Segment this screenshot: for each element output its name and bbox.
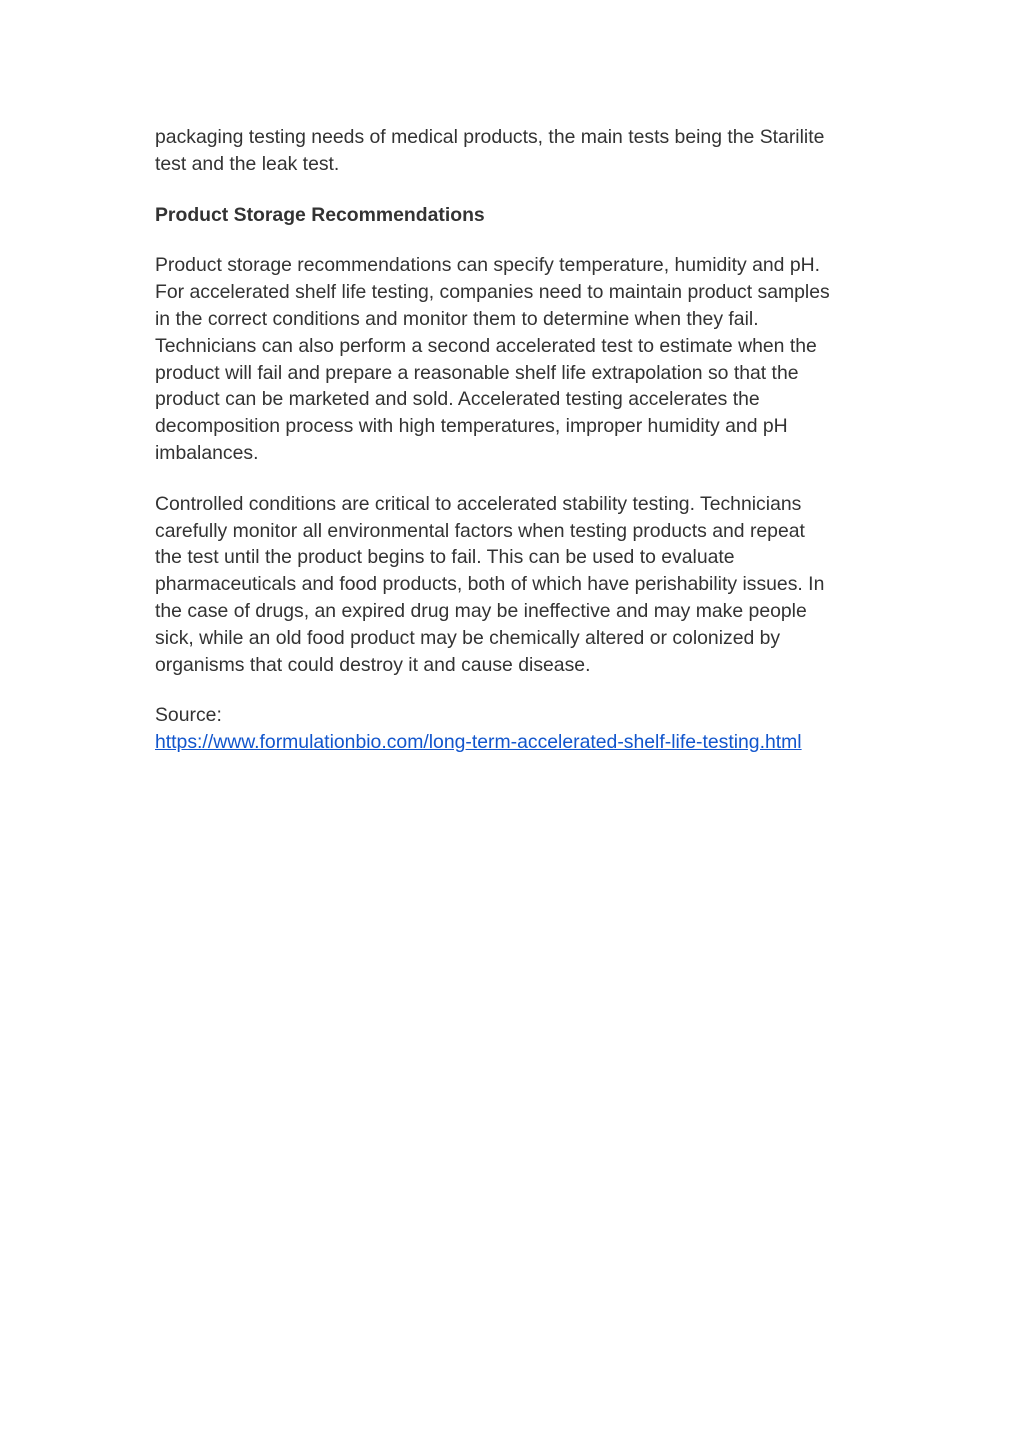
storage-paragraph [155,252,885,466]
text-line: Technicians can also perform a second accelerated test to estimate when the [155,334,817,357]
controlled-conditions-paragraph [155,491,885,679]
text-line: Product storage recommendations can specify temperature, humidity and pH. [155,254,821,277]
text-line: decomposition process with high temperatures, improper humidity and pH [155,415,788,438]
source-block [155,702,885,756]
text-line: the case of drugs, an expired drug may be ineffective and may make people [155,599,807,622]
source-line [155,729,885,756]
text-line: pharmaceuticals and food products, both of which have perishability issues. In [155,573,825,596]
text-line: For accelerated shelf life testing, companies need to maintain product samples [155,281,830,304]
text-line: organisms that could destroy it and cause disease. [155,653,591,676]
text-line: imbalances. [155,441,259,464]
intro-paragraph [155,124,885,178]
text-line: product can be marketed and sold. Accelerated testing accelerates the [155,388,760,411]
text-line: in the correct conditions and monitor them to determine when they fail. [155,307,759,330]
text-line: product will fail and prepare a reasonable shelf life extrapolation so that the [155,361,799,384]
text-line: carefully monitor all environmental factors when testing products and repeat [155,519,805,542]
source-link[interactable]: https://www.formulationbio.com/long-term-accelerated-shelf-life-testing.html [155,731,802,754]
text-line: Controlled conditions are critical to accelerated stability testing. Technicians [155,492,802,515]
document-page [155,124,885,780]
text-line: packaging testing needs of medical products, the main tests being the Starilite [155,126,825,148]
text-line: the test until the product begins to fail. This can be used to evaluate [155,546,735,569]
text-line: sick, while an old food product may be chemically altered or colonized by [155,626,781,649]
source-label: Source: [155,704,222,727]
text-line: test and the leak test. [155,152,340,175]
section-heading: Product Storage Recommendations [155,203,485,226]
